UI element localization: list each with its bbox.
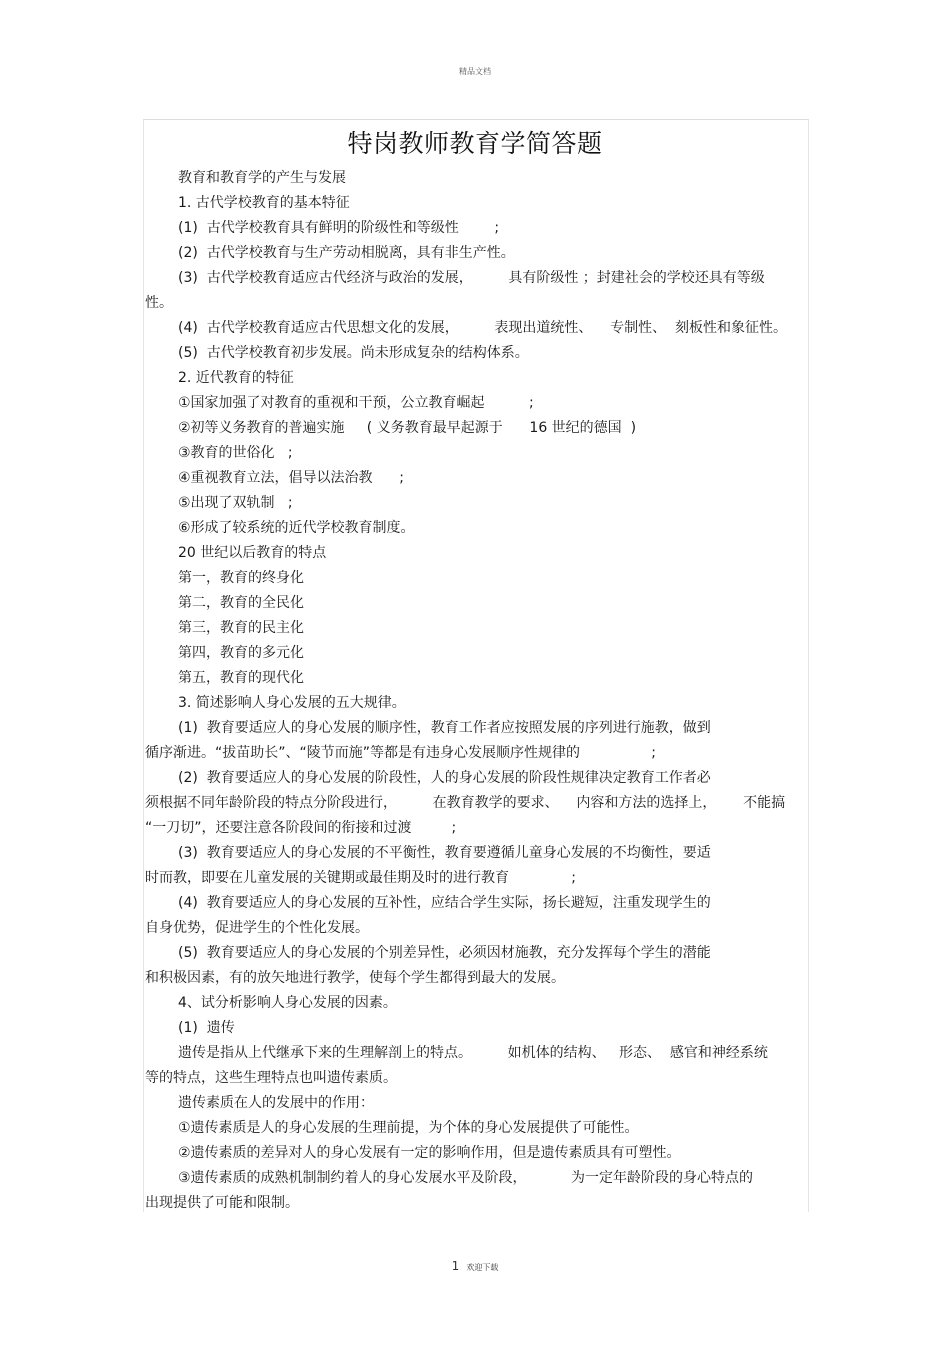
text-line: 自身优势，促进学生的个性化发展。 xyxy=(145,920,369,936)
text-line: 4、试分析影响人身心发展的因素。 xyxy=(178,995,397,1011)
text-line: (2) 教育要适应人的身心发展的阶段性，人的身心发展的阶段性规律决定教育工作者必 xyxy=(178,770,711,786)
text-line: ⑤出现了双轨制 ; xyxy=(178,495,293,511)
text-line: 第二，教育的全民化 xyxy=(178,595,304,611)
text-line: (3) 古代学校教育适应古代经济与政治的发展， 具有阶级性 ；封建社会的学校还具有等级 xyxy=(178,270,765,286)
text-line: ②遗传素质的差异对人的身心发展有一定的影响作用，但是遗传素质具有可塑性。 xyxy=(178,1145,681,1161)
text-line: ③教育的世俗化 ; xyxy=(178,445,293,461)
text-line: 和积极因素，有的放矢地进行教学，使每个学生都得到最大的发展。 xyxy=(145,970,565,986)
text-line: ②初等义务教育的普遍实施 ( 义务教育最早起源于 16 世纪的德国 ) xyxy=(178,420,637,436)
text-line: ③遗传素质的成熟机制制约着人的身心发展水平及阶段， 为一定年龄阶段的身心特点的 xyxy=(178,1170,754,1186)
text-line: ④重视教育立法，倡导以法治教 ; xyxy=(178,470,404,486)
text-line: (2) 古代学校教育与生产劳动相脱离，具有非生产性。 xyxy=(178,245,515,261)
text-line: (3) 教育要适应人的身心发展的不平衡性，教育要遵循儿童身心发展的不均衡性，要适 xyxy=(178,845,711,861)
text-line: 性。 xyxy=(145,295,173,311)
text-line: (1) 遗传 xyxy=(178,1020,235,1036)
text-line: 20 世纪以后教育的特点 xyxy=(178,545,327,561)
text-line: 须根据不同年龄阶段的特点分阶段进行， 在教育教学的要求、 内容和方法的选择上， 不能搞 xyxy=(145,795,786,811)
header-label: 精品文档 xyxy=(459,67,491,76)
page-number: 1 xyxy=(451,1259,460,1273)
text-line: ⑥形成了较系统的近代学校教育制度。 xyxy=(178,520,415,536)
page-footer xyxy=(0,1259,950,1273)
text-line: 等的特点，这些生理特点也叫遗传素质。 xyxy=(145,1070,397,1086)
text-line: ①国家加强了对教育的重视和干预，公立教育崛起 ; xyxy=(178,395,534,411)
text-line: 循序渐进。“拔苗助长”、“陵节而施”等都是有违身心发展顺序性规律的 ; xyxy=(145,745,656,761)
text-line: 教育和教育学的产生与发展 xyxy=(178,170,346,186)
page-title: 特岗教师教育学简答题 xyxy=(347,129,603,158)
text-line: 第五，教育的现代化 xyxy=(178,670,304,686)
footer-text: 欢迎下载 xyxy=(466,1263,499,1272)
text-line: 出现提供了可能和限制。 xyxy=(145,1195,299,1211)
text-line: (5) 古代学校教育初步发展。尚未形成复杂的结构体系。 xyxy=(178,345,529,361)
text-line: 时而教，即要在儿童发展的关键期或最佳期及时的进行教育 ; xyxy=(145,870,577,886)
text-line: 遗传是指从上代继承下来的生理解剖上的特点。 如机体的结构、 形态、 感官和神经系统 xyxy=(178,1045,768,1061)
document-body xyxy=(145,166,805,1216)
text-line: 2. 近代教育的特征 xyxy=(178,370,294,386)
text-line: (5) 教育要适应人的身心发展的个别差异性，必须因材施教，充分发挥每个学生的潜能 xyxy=(178,945,711,961)
text-line: 3. 简述影响人身心发展的五大规律。 xyxy=(178,695,406,711)
text-line: (4) 教育要适应人的身心发展的互补性，应结合学生实际，扬长避短，注重发现学生的 xyxy=(178,895,711,911)
text-line: “一刀切”，还要注意各阶段间的衔接和过渡 ; xyxy=(145,820,457,836)
text-line: 遗传素质在人的发展中的作用： xyxy=(178,1095,374,1111)
text-line: ①遗传素质是人的身心发展的生理前提，为个体的身心发展提供了可能性。 xyxy=(178,1120,639,1136)
text-line: (4) 古代学校教育适应古代思想文化的发展， 表现出道统性、 专制性、 刻板性和象征性。 xyxy=(178,320,788,336)
text-line: 第一，教育的终身化 xyxy=(178,570,304,586)
text-line: 第四，教育的多元化 xyxy=(178,645,304,661)
text-line: 第三，教育的民主化 xyxy=(178,620,304,636)
text-line: 1. 古代学校教育的基本特征 xyxy=(178,195,350,211)
text-line: (1) 古代学校教育具有鲜明的阶级性和等级性 ; xyxy=(178,220,500,236)
text-line: (1) 教育要适应人的身心发展的顺序性，教育工作者应按照发展的序列进行施教，做到 xyxy=(178,720,711,736)
